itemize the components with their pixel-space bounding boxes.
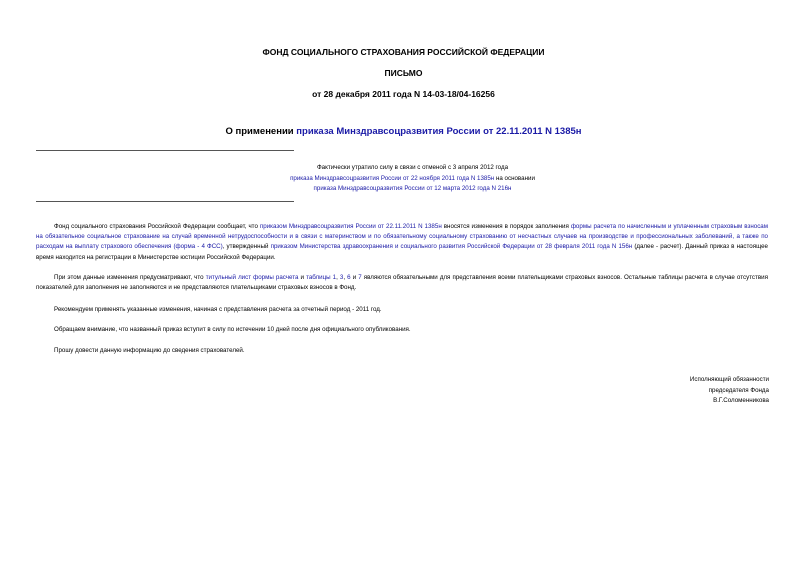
p2-text-5: и: [350, 274, 359, 281]
p2-text-2: и: [298, 274, 307, 281]
paragraph-2: [36, 273, 768, 293]
status-note-line2-tail: на основании: [494, 174, 535, 182]
p2-link-table-6[interactable]: 6: [347, 274, 351, 281]
p2-link-table-7[interactable]: 7: [358, 274, 362, 281]
p1-text-4: (далее - расчет). Данный приказ в настоящее время находится на регистрации в Министерстве юстиции Российской Федерации.: [36, 243, 768, 261]
bottom-divider: [36, 201, 294, 202]
p2-text-3: ,: [336, 274, 340, 281]
signature-line1: Исполняющий обязанности: [689, 376, 769, 383]
status-note: [240, 163, 585, 195]
paragraph-4: Обращаем внимание, что названный приказ вступит в силу по истечении 10 дней после дня официального опубликования.: [54, 326, 411, 333]
status-note-link-216n[interactable]: приказа Минздравсоцразвития России от 12 марта 2012 года N 216н: [313, 185, 512, 192]
paragraph-5: Прошу довести данную информацию до сведения страхователей.: [54, 347, 245, 354]
p1-link-order-156n[interactable]: приказом Министерства здравоохранения и социального развития Российской Федерации от 28 февраля 2011 года N 156н: [270, 243, 633, 251]
top-divider: [36, 150, 294, 151]
p1-text-3: , утвержденный: [222, 243, 271, 251]
status-note-line1: Фактически утратило силу в связи с отменой с 3 апреля 2012 года: [316, 164, 509, 171]
p2-link-title-page[interactable]: титульный лист формы расчета: [205, 274, 299, 281]
paragraph-1: [36, 222, 768, 263]
status-note-line2: [240, 174, 585, 185]
document-title: [0, 126, 807, 137]
status-note-line3: [240, 184, 585, 195]
date-number-heading: от 28 декабря 2011 года N 14-03-18/04-16256: [312, 89, 495, 99]
title-link[interactable]: приказа Минздравсоцразвития России от 22.11.2011 N 1385н: [296, 126, 582, 137]
p1-text-1: Фонд социального страхования Российской Федерации сообщает, что: [54, 223, 260, 230]
p1-link-order-1385n[interactable]: приказом Минздравсоцразвития России от 22.11.2011 N 1385н: [259, 223, 442, 230]
paragraph-3: Рекомендуем применять указанные изменения, начиная с представления расчета за отчетный период - 2011 год.: [54, 306, 382, 313]
status-note-link-1385n[interactable]: приказа Минздравсоцразвития России от 22 ноября 2011 года N 1385н: [290, 174, 495, 182]
p1-link-form-4fss[interactable]: формы расчета по начисленным и уплаченным страховым взносам на обязательное социальное страхование на случай временной нетрудоспособности и в связи с материнством и по обязательному социальному страхованию от несчастных случаев на производстве и профессиональных заболеваний, а также по расходам на выплату страхового обеспечения (форма - 4 ФСС): [36, 223, 768, 251]
signature-line2: председателя Фонда: [708, 386, 769, 394]
p1-text-2: вносятся изменения в порядок заполнения: [441, 223, 571, 230]
p2-text-4: ,: [343, 274, 348, 281]
signature-block: [690, 375, 769, 407]
p2-link-table-3[interactable]: 3: [339, 274, 344, 281]
p2-text-6: являются обязательными для представления всеми плательщиками страховых взносов. Остальные таблицы расчета в случае отсутствия показателей для заполнения не заполняются и не представляются плательщиками страховых взносов в Фонд.: [36, 274, 768, 292]
p2-text-1: При этом данные изменения предусматривают, что: [54, 274, 206, 281]
p2-link-table-1[interactable]: таблицы 1: [306, 274, 337, 281]
doc-type-heading: ПИСЬМО: [384, 68, 423, 78]
title-prefix: О применении: [225, 126, 297, 137]
org-heading: ФОНД СОЦИАЛЬНОГО СТРАХОВАНИЯ РОССИЙСКОЙ ФЕДЕРАЦИИ: [262, 47, 545, 57]
signature-name: В.Г.Соломенникова: [713, 397, 769, 405]
